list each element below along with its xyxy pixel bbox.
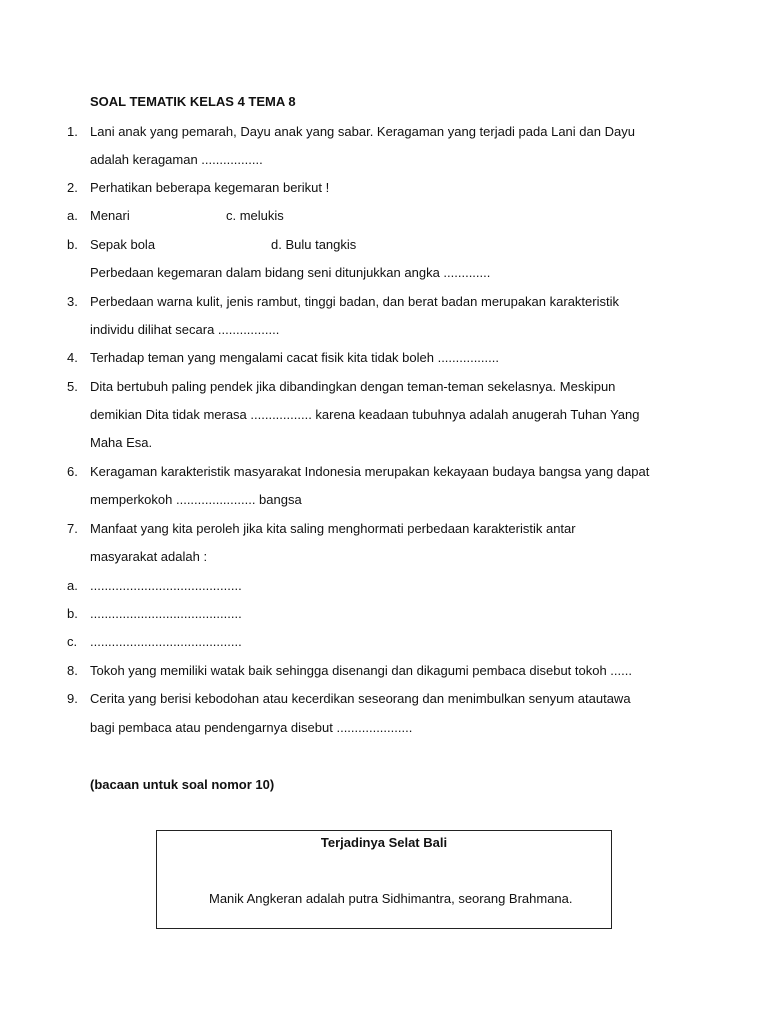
- question-8-number: 8.: [67, 663, 78, 678]
- question-5-line-1: Dita bertubuh paling pendek jika dibandingkan dengan teman-teman sekelasnya. Meskipun: [90, 379, 616, 394]
- question-2-option-b-marker: b.: [67, 237, 78, 252]
- question-1-number: 1.: [67, 124, 78, 139]
- question-1-line-1: Lani anak yang pemarah, Dayu anak yang sabar. Keragaman yang terjadi pada Lani dan Dayu: [90, 124, 635, 139]
- question-4-line-1: Terhadap teman yang mengalami cacat fisik kita tidak boleh .................: [90, 350, 499, 365]
- story-text: Manik Angkeran adalah putra Sidhimantra, seorang Brahmana.: [209, 891, 573, 906]
- question-7-answer-a: ..........................................: [90, 578, 242, 593]
- question-7-answer-b-marker: b.: [67, 606, 78, 621]
- question-9-number: 9.: [67, 691, 78, 706]
- question-7-line-1: Manfaat yang kita peroleh jika kita saling menghormati perbedaan karakteristik antar: [90, 521, 576, 536]
- question-3-number: 3.: [67, 294, 78, 309]
- question-2-option-b: Sepak bola: [90, 237, 156, 252]
- question-7-answer-c-marker: c.: [67, 634, 78, 649]
- question-5-line-2: demikian Dita tidak merasa ................. karena keadaan tubuhnya adalah anugerah Tuhan Yang: [90, 407, 640, 422]
- question-2-number: 2.: [67, 180, 78, 195]
- question-3-line-1: Perbedaan warna kulit, jenis rambut, tinggi badan, dan berat badan merupakan karakteristik: [90, 294, 619, 309]
- question-7-answer-a-marker: a.: [67, 578, 78, 593]
- question-2-line-1: Perhatikan beberapa kegemaran berikut !: [90, 180, 330, 195]
- question-9-line-1: Cerita yang berisi kebodohan atau kecerdikan seseorang dan menimbulkan senyum atautawa: [90, 691, 631, 706]
- question-8-line-1: Tokoh yang memiliki watak baik sehingga disenangi dan dikagumi pembaca disebut tokoh ......: [90, 663, 632, 678]
- question-5-line-3: Maha Esa.: [90, 435, 153, 450]
- question-1-line-2: adalah keragaman .................: [90, 152, 263, 167]
- question-3-line-2: individu dilihat secara .................: [90, 322, 280, 337]
- story-box: [156, 830, 612, 929]
- question-7-answer-b: ..........................................: [90, 606, 242, 621]
- question-2-option-a: Menari: [90, 208, 130, 223]
- question-2-option-c: c. melukis: [226, 208, 284, 223]
- question-6-line-2: memperkokoh ...................... bangsa: [90, 492, 302, 507]
- question-2-line-2: Perbedaan kegemaran dalam bidang seni ditunjukkan angka .............: [90, 265, 491, 280]
- question-9-line-2: bagi pembaca atau pendengarnya disebut .....................: [90, 720, 413, 735]
- question-5-number: 5.: [67, 379, 78, 394]
- question-6-number: 6.: [67, 464, 78, 479]
- question-7-answer-c: ..........................................: [90, 634, 242, 649]
- question-2-option-d: d. Bulu tangkis: [271, 237, 357, 252]
- reading-note: (bacaan untuk soal nomor 10): [90, 777, 275, 792]
- question-4-number: 4.: [67, 350, 78, 365]
- question-2-option-a-marker: a.: [67, 208, 78, 223]
- story-title: Terjadinya Selat Bali: [320, 835, 448, 850]
- question-7-line-2: masyarakat adalah :: [90, 549, 208, 564]
- worksheet-title: SOAL TEMATIK KELAS 4 TEMA 8: [90, 94, 296, 109]
- question-6-line-1: Keragaman karakteristik masyarakat Indonesia merupakan kekayaan budaya bangsa yang dapat: [90, 464, 650, 479]
- question-7-number: 7.: [67, 521, 78, 536]
